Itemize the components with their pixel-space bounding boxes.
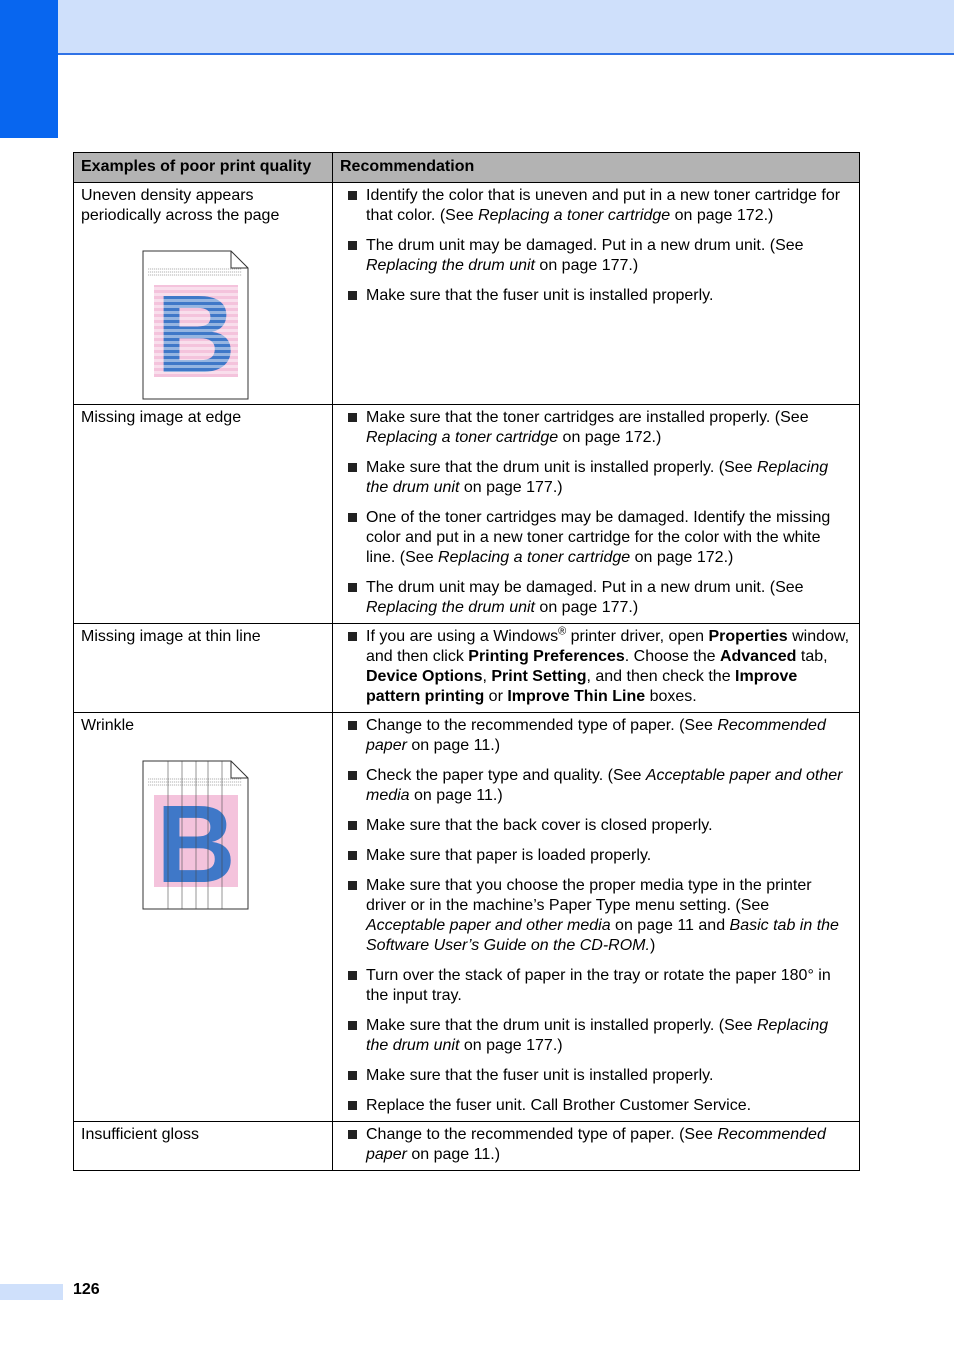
recommendation-text: The drum unit may be damaged. Put in a new drum unit. (See xyxy=(366,579,804,596)
page-number: 126 xyxy=(73,1281,100,1298)
example-label: Uneven density appears periodically across the page xyxy=(81,187,280,224)
square-bullet-icon xyxy=(348,851,357,860)
recommendation-text: Make sure that the toner cartridges are installed properly. (See xyxy=(366,409,809,426)
recommendation-text: on page 177.) xyxy=(534,257,639,274)
square-bullet-icon xyxy=(348,413,357,422)
recommendation-list xyxy=(340,186,852,306)
recommendation-text: Make sure that the fuser unit is installed properly. xyxy=(366,1067,714,1084)
recommendation-text: ® xyxy=(558,625,567,638)
example-cell xyxy=(74,405,333,624)
recommendation-text: The drum unit may be damaged. Put in a new drum unit. (See xyxy=(366,237,804,254)
recommendation-text: Recommended paper xyxy=(366,717,826,754)
recommendation-text: Replacing a toner cartridge xyxy=(438,549,631,566)
recommendation-text: on page 11.) xyxy=(406,1146,501,1163)
square-bullet-icon xyxy=(348,513,357,522)
recommendation-text: boxes. xyxy=(645,688,697,705)
recommendation-text: Make sure that you choose the proper media type in the printer driver or in the machine’s Paper Type menu setting. (See xyxy=(366,877,812,914)
square-bullet-icon xyxy=(348,1130,357,1139)
column-header-recommendation: Recommendation xyxy=(333,153,860,183)
recommendation-item xyxy=(366,716,852,756)
square-bullet-icon xyxy=(348,971,357,980)
recommendation-item xyxy=(366,876,852,956)
square-bullet-icon xyxy=(348,1021,357,1030)
recommendation-text: Turn over the stack of paper in the tray or rotate the paper 180° in the input tray. xyxy=(366,967,831,1004)
recommendation-text: Make sure that the drum unit is installed properly. (See xyxy=(366,459,757,476)
table-row xyxy=(74,713,860,1122)
square-bullet-icon xyxy=(348,291,357,300)
recommendation-text: Device Options xyxy=(366,668,483,685)
recommendation-text: Print Setting xyxy=(491,668,587,685)
recommendation-text: Make sure that paper is loaded properly. xyxy=(366,847,652,864)
recommendation-item xyxy=(366,508,852,568)
example-cell xyxy=(74,183,333,405)
recommendation-text: Replacing the drum unit xyxy=(366,599,535,616)
recommendation-text: Make sure that the back cover is closed properly. xyxy=(366,817,713,834)
recommendation-cell xyxy=(333,405,860,624)
recommendation-text: on page 177.) xyxy=(459,1037,563,1054)
example-cell xyxy=(74,1122,333,1171)
recommendation-text: Acceptable paper and other media xyxy=(366,767,843,804)
recommendation-text: on page 11 and xyxy=(610,917,730,934)
recommendation-text: Improve pattern printing xyxy=(366,668,798,705)
recommendation-text: Identify the color that is uneven and put in a new toner cartridge for that color. (See xyxy=(366,187,841,224)
uneven-density-b-sample xyxy=(142,250,250,400)
square-bullet-icon xyxy=(348,771,357,780)
recommendation-list xyxy=(340,1125,852,1165)
example-label: Missing image at edge xyxy=(81,409,242,426)
recommendation-text: , and then check the xyxy=(586,668,736,685)
recommendation-item xyxy=(366,408,852,448)
recommendation-text: Change to the recommended type of paper. (See xyxy=(366,1126,718,1143)
recommendation-item xyxy=(366,1125,852,1165)
recommendation-text: Replacing the drum unit xyxy=(366,1017,829,1054)
sample-letter: B xyxy=(156,273,236,396)
recommendation-text: One of the toner cartridges may be damaged. Identify the missing color and put in a new toner cartridge for the color with the white line. (See xyxy=(366,509,831,566)
recommendation-text: . Choose the xyxy=(624,648,720,665)
example-cell xyxy=(74,624,333,713)
recommendation-text: Replacing the drum unit xyxy=(366,459,829,496)
table-header-row xyxy=(74,153,860,183)
recommendation-cell xyxy=(333,713,860,1122)
recommendation-text: on page 172.) xyxy=(630,549,734,566)
recommendation-text: Change to the recommended type of paper. (See xyxy=(366,717,718,734)
recommendation-text: or xyxy=(484,688,508,705)
recommendation-text: If you are using a Windows xyxy=(366,628,559,645)
square-bullet-icon xyxy=(348,821,357,830)
recommendation-cell xyxy=(333,1122,860,1171)
recommendation-item xyxy=(366,186,852,226)
recommendation-item xyxy=(366,236,852,276)
recommendation-text: Replace the fuser unit. Call Brother Customer Service. xyxy=(366,1097,752,1114)
recommendation-text: Replacing a toner cartridge xyxy=(478,207,671,224)
example-cell xyxy=(74,713,333,1122)
recommendation-list xyxy=(340,627,852,707)
recommendation-text: window, and then click xyxy=(366,628,850,665)
square-bullet-icon xyxy=(348,632,357,641)
header-band xyxy=(0,0,954,55)
recommendation-item xyxy=(366,966,852,1006)
square-bullet-icon xyxy=(348,881,357,890)
print-quality-table xyxy=(73,152,860,1171)
recommendation-list xyxy=(340,408,852,618)
recommendation-text: Properties xyxy=(708,628,788,645)
table-row xyxy=(74,1122,860,1171)
square-bullet-icon xyxy=(348,1101,357,1110)
recommendation-cell xyxy=(333,624,860,713)
chapter-tab xyxy=(0,0,58,138)
recommendation-text: Printing Preferences xyxy=(468,648,625,665)
table-row xyxy=(74,624,860,713)
recommendation-text: ) xyxy=(649,937,656,954)
square-bullet-icon xyxy=(348,721,357,730)
recommendation-item xyxy=(366,458,852,498)
recommendation-text: on page 172.) xyxy=(558,429,662,446)
recommendation-text: Improve Thin Line xyxy=(507,688,646,705)
square-bullet-icon xyxy=(348,583,357,592)
recommendation-item xyxy=(366,1066,852,1086)
footer-bar xyxy=(0,1284,63,1300)
square-bullet-icon xyxy=(348,463,357,472)
recommendation-text: Replacing a toner cartridge xyxy=(366,429,559,446)
square-bullet-icon xyxy=(348,241,357,250)
recommendation-text: on page 172.) xyxy=(670,207,774,224)
square-bullet-icon xyxy=(348,1071,357,1080)
recommendation-text: Make sure that the fuser unit is installed properly. xyxy=(366,287,714,304)
example-label: Missing image at thin line xyxy=(81,628,261,645)
recommendation-text: on page 177.) xyxy=(534,599,639,616)
recommendation-text: Replacing the drum unit xyxy=(366,257,535,274)
recommendation-text: Advanced xyxy=(719,648,797,665)
column-header-examples: Examples of poor print quality xyxy=(74,153,333,183)
recommendation-cell xyxy=(333,183,860,405)
recommendation-text: on page 11.) xyxy=(406,737,501,754)
recommendation-text: printer driver, open xyxy=(566,628,709,645)
recommendation-text: on page 11.) xyxy=(409,787,503,804)
wrinkle-b-sample xyxy=(142,760,250,910)
recommendation-item xyxy=(366,1016,852,1056)
recommendation-item xyxy=(366,766,852,806)
recommendation-text: Check the paper type and quality. (See xyxy=(366,767,646,784)
recommendation-text: on page 177.) xyxy=(459,479,563,496)
square-bullet-icon xyxy=(348,191,357,200)
example-label: Wrinkle xyxy=(81,717,135,734)
recommendation-text: Acceptable paper and other media xyxy=(366,917,611,934)
recommendation-text: , xyxy=(482,668,492,685)
table-row xyxy=(74,183,860,405)
recommendation-text: Basic tab in the Software User’s Guide on the CD-ROM. xyxy=(366,917,839,954)
recommendation-item xyxy=(366,286,852,306)
sample-letter: B xyxy=(156,783,236,906)
recommendation-item xyxy=(366,1096,852,1116)
recommendation-list xyxy=(340,716,852,1116)
recommendation-item xyxy=(366,846,852,866)
recommendation-item xyxy=(366,578,852,618)
table-row xyxy=(74,405,860,624)
recommendation-text: tab, xyxy=(796,648,828,665)
recommendation-text: Recommended paper xyxy=(366,1126,826,1163)
recommendation-item xyxy=(366,627,852,707)
recommendation-text: Make sure that the drum unit is installed properly. (See xyxy=(366,1017,757,1034)
recommendation-item xyxy=(366,816,852,836)
example-label: Insufficient gloss xyxy=(81,1126,199,1143)
